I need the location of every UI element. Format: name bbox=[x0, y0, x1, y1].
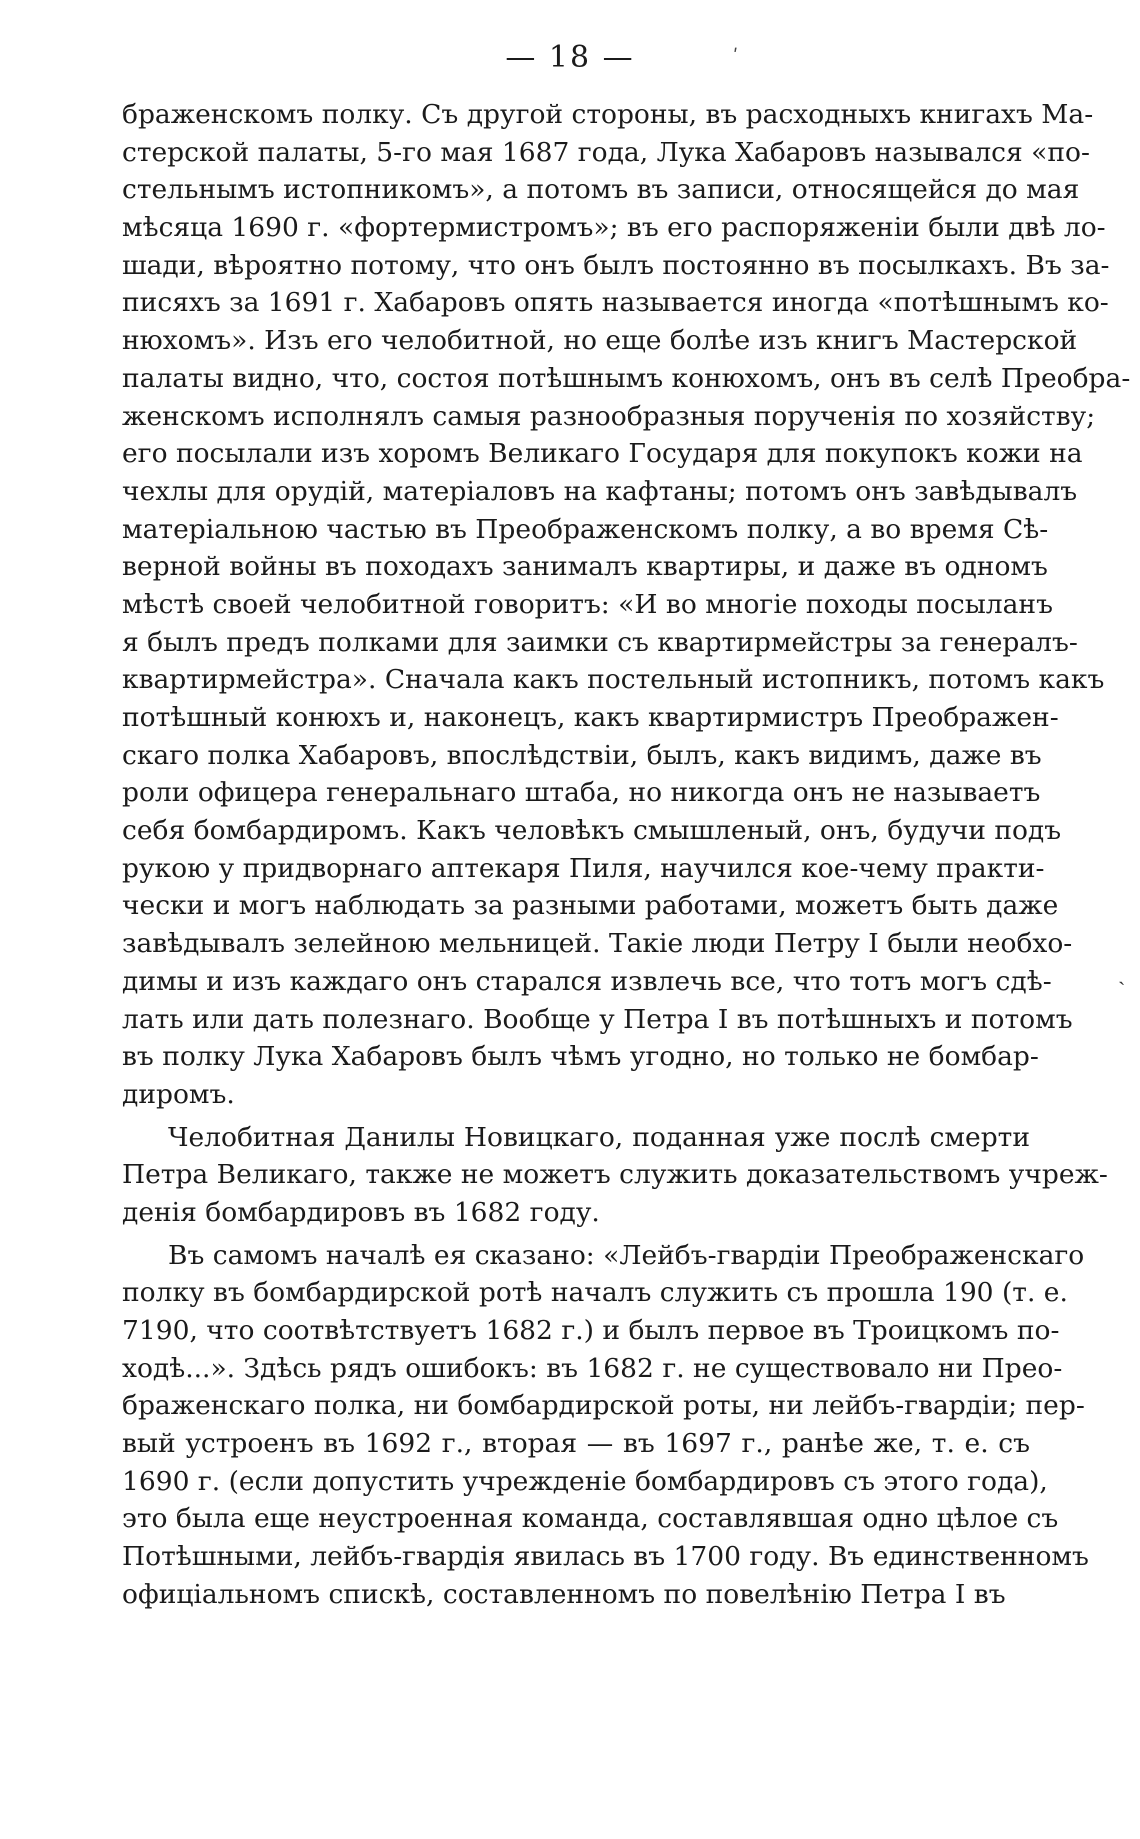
paragraph bbox=[122, 96, 1131, 1114]
text-line: браженскаго полка, ни бомбардирской роты, ни лейбъ-гвардіи; пер- bbox=[122, 1390, 1085, 1422]
text-line: лать или дать полезнаго. Вообще у Петра I въ потѣшныхъ и потомъ bbox=[122, 1003, 1073, 1035]
paragraph bbox=[122, 1237, 1089, 1614]
text-line: писяхъ за 1691 г. Хабаровъ опять называется иногда «потѣшнымъ ко- bbox=[122, 287, 1109, 319]
text-line: женскомъ исполнялъ самыя разнообразныя порученія по хозяйству; bbox=[122, 400, 1096, 432]
text-line: палаты видно, что, состоя потѣшнымъ конюхомъ, онъ въ селѣ Преобра- bbox=[122, 362, 1131, 394]
text-line: скаго полка Хабаровъ, впослѣдствіи, былъ, какъ видимъ, даже въ bbox=[122, 739, 1042, 771]
margin-mark: ˏ bbox=[1118, 961, 1126, 986]
text-line: рукою у придворнаго аптекаря Пиля, научился кое-чему практи- bbox=[122, 852, 1045, 884]
body-text bbox=[122, 96, 1131, 1614]
text-line: ходѣ...». Здѣсь рядъ ошибокъ: въ 1682 г. не существовало ни Прео- bbox=[122, 1352, 1063, 1384]
print-speck: ʹ bbox=[733, 46, 739, 67]
text-line: денія бомбардировъ въ 1682 году. bbox=[122, 1196, 600, 1228]
text-line: офиціальномъ спискѣ, составленномъ по повелѣнію Петра I въ bbox=[122, 1578, 1006, 1610]
text-line: мѣсяца 1690 г. «фортермистромъ»; въ его распоряженіи были двѣ ло- bbox=[122, 212, 1106, 244]
text-line: мѣстѣ своей челобитной говоритъ: «И во многіе походы посыланъ bbox=[122, 588, 1053, 620]
text-line: потѣшный конюхъ и, наконецъ, какъ квартирмистръ Преображен- bbox=[122, 702, 1059, 733]
text-line: димы и изъ каждаго онъ старался извлечь все, что тотъ могъ сдѣ- bbox=[122, 965, 1052, 997]
text-line: верной войны въ походахъ занималъ квартиры, и даже въ одномъ bbox=[122, 551, 1048, 583]
text-line: стельнымъ истопникомъ», а потомъ въ записи, относящейся до мая bbox=[122, 174, 1080, 206]
text-line: его посылали изъ хоромъ Великаго Государя для покупокъ кожи на bbox=[122, 438, 1083, 470]
text-line: браженскомъ полку. Съ другой стороны, въ расходныхъ книгахъ Ма- bbox=[122, 99, 1094, 130]
text-line: роли офицера генеральнаго штаба, но никогда онъ не называетъ bbox=[122, 777, 1041, 809]
text-line: шади, вѣроятно потому, что онъ былъ постоянно въ посылкахъ. Въ за- bbox=[122, 249, 1110, 281]
text-line: 1690 г. (если допустить учрежденіе бомбардировъ съ этого года), bbox=[122, 1465, 1048, 1497]
text-line: чехлы для орудій, матеріаловъ на кафтаны; потомъ онъ завѣдывалъ bbox=[122, 475, 1078, 507]
text-line: 7190, что соотвѣтствуетъ 1682 г.) и былъ первое въ Троицкомъ по- bbox=[122, 1315, 1060, 1346]
text-line: Потѣшными, лейбъ-гвардія явилась въ 1700 году. Въ единственномъ bbox=[122, 1541, 1089, 1573]
text-line: чески и могъ наблюдать за разными работами, можетъ быть даже bbox=[122, 890, 1059, 922]
text-line: нюхомъ». Изъ его челобитной, но еще болѣе изъ книгъ Мастерской bbox=[122, 325, 1078, 357]
text-line: квартирмейстра». Сначала какъ постельный истопникъ, потомъ какъ bbox=[122, 664, 1105, 696]
text-line: Въ самомъ началѣ ея сказано: «Лейбъ-гвардіи Преображенскаго bbox=[168, 1239, 1085, 1271]
text-line: завѣдывалъ зелейною мельницей. Такіе люди Петру I были необхо- bbox=[122, 928, 1073, 960]
text-line: полку въ бомбардирской ротѣ началъ служить съ прошла 190 (т. е. bbox=[122, 1277, 1068, 1309]
text-line: Челобитная Данилы Новицкаго, поданная уже послѣ смерти bbox=[168, 1121, 1030, 1153]
text-line: это была еще неустроенная команда, составлявшая одно цѣлое съ bbox=[122, 1503, 1059, 1535]
paragraph bbox=[122, 1119, 1108, 1232]
text-line: въ полку Лука Хабаровъ былъ чѣмъ угодно, но только не бомбар- bbox=[122, 1041, 1039, 1073]
text-line: стерской палаты, 5-го мая 1687 года, Лука Хабаровъ назывался «по- bbox=[122, 136, 1090, 168]
text-line: матеріальною частью въ Преображенскомъ полку, а во время Сѣ- bbox=[122, 513, 1049, 545]
text-line: Петра Великаго, также не можетъ служить доказательствомъ учреж- bbox=[122, 1159, 1108, 1191]
text-line: себя бомбардиромъ. Какъ человѣкъ смышленый, онъ, будучи подъ bbox=[122, 815, 1062, 847]
text-line: вый устроенъ въ 1692 г., вторая — въ 1697 г., ранѣе же, т. е. съ bbox=[122, 1428, 1030, 1460]
text-line: диромъ. bbox=[122, 1078, 235, 1110]
page-number: — 18 — bbox=[505, 40, 635, 75]
text-line: я былъ предъ полками для заимки съ квартирмейстры за генералъ- bbox=[122, 626, 1078, 658]
